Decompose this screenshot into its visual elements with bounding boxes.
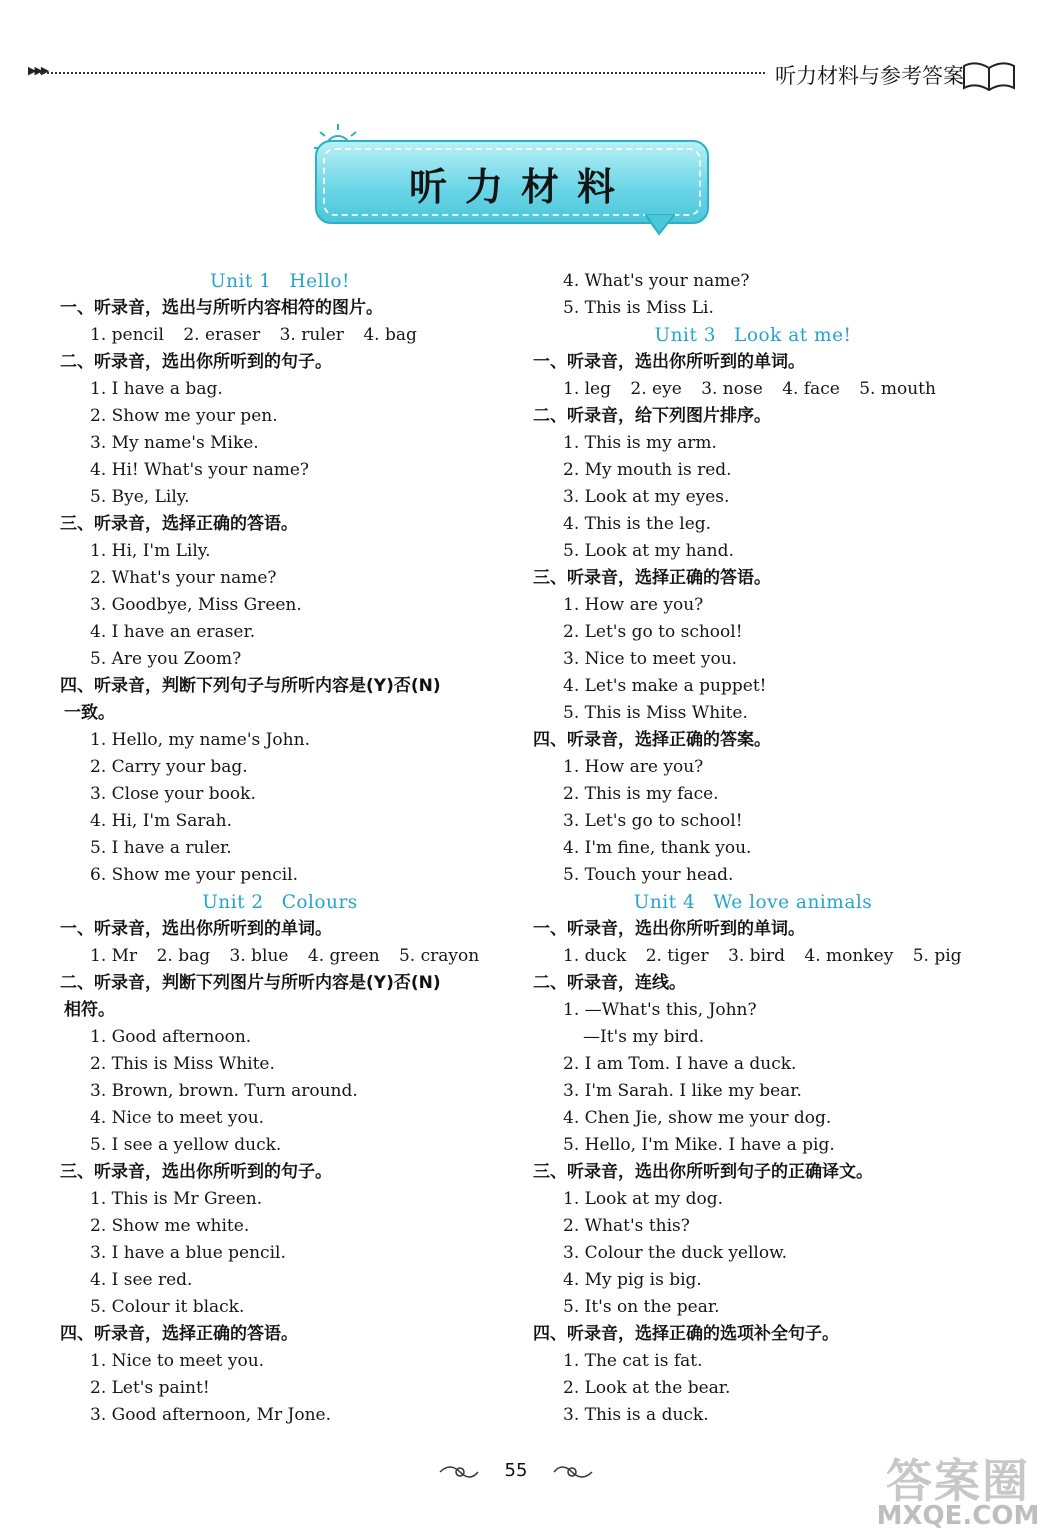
word-item: 3. ruler	[279, 325, 344, 345]
question-heading: 二、听录音，判断下列图片与所听内容是(Y)否(N)	[60, 973, 441, 993]
question-heading: 二、听录音，连线。	[533, 973, 686, 993]
sentence-line: 2. My mouth is red.	[563, 460, 732, 480]
watermark-top-text: 答案圈	[886, 1454, 1030, 1508]
sentence-line: 4. I'm fine, thank you.	[563, 838, 752, 858]
word-item: 2. eye	[630, 379, 682, 399]
sentence-line: 1. —What's this, John?	[563, 1000, 757, 1020]
unit-number: Unit 3	[654, 325, 717, 346]
sentence-line: 5. Are you Zoom?	[90, 649, 242, 669]
sentence-line: 5. It's on the pear.	[563, 1297, 720, 1317]
question-heading-continued: 一致。	[64, 703, 115, 723]
sentence-line: 3. I'm Sarah. I like my bear.	[563, 1081, 802, 1101]
sentence-line: 5. I have a ruler.	[90, 838, 232, 858]
sentence-line: 3. I have a blue pencil.	[90, 1243, 286, 1263]
watermark-logo	[872, 1445, 1044, 1531]
question-heading: 二、听录音，给下列图片排序。	[533, 406, 771, 426]
word-item: 1. leg	[563, 379, 612, 399]
sentence-line: 5. Touch your head.	[563, 865, 734, 885]
word-item: 4. face	[782, 379, 840, 399]
section-title-banner	[315, 140, 709, 224]
sentence-line: 4. Let's make a puppet!	[563, 676, 767, 696]
sentence-line: 1. Good afternoon.	[90, 1027, 252, 1047]
word-item: 1. duck	[563, 946, 627, 966]
watermark-bottom-text: MXQE.COM	[876, 1501, 1040, 1531]
sentence-line: 3. Close your book.	[90, 784, 256, 804]
sentence-line: 3. Nice to meet you.	[563, 649, 738, 669]
header-arrows-icon: ▶▶▶	[28, 64, 48, 77]
question-heading: 一、听录音，选出与所听内容相符的图片。	[60, 298, 383, 318]
sentence-line: 4. Hi, I'm Sarah.	[90, 811, 233, 831]
unit-number: Unit 1	[209, 271, 272, 292]
sentence-line: 1. This is my arm.	[563, 433, 717, 453]
question-heading: 一、听录音，选出你所听到的单词。	[533, 352, 805, 372]
banner-speech-tail	[645, 214, 675, 236]
unit-4-title	[533, 889, 973, 916]
unit-2-title	[60, 889, 500, 916]
unit-name: Hello!	[289, 271, 350, 292]
sentence-line: 3. Goodbye, Miss Green.	[90, 595, 302, 615]
unit-1-title	[60, 268, 500, 295]
word-item: 4. green	[307, 946, 380, 966]
word-item: 5. pig	[912, 946, 962, 966]
footer-ornament-left-icon	[436, 1460, 482, 1484]
sentence-line: 1. Look at my dog.	[563, 1189, 723, 1209]
word-item: 1. Mr	[90, 946, 138, 966]
word-item: 3. blue	[229, 946, 289, 966]
unit-name: We love animals	[713, 892, 873, 913]
word-item: 3. nose	[701, 379, 763, 399]
sentence-line: 4. Hi! What's your name?	[90, 460, 310, 480]
sentence-line: 5. Hello, I'm Mike. I have a pig.	[563, 1135, 835, 1155]
sentence-line: 2. This is Miss White.	[90, 1054, 275, 1074]
word-item: 4. bag	[363, 325, 417, 345]
word-item: 4. monkey	[804, 946, 894, 966]
sentence-line: 1. Hi, I'm Lily.	[90, 541, 211, 561]
word-item: 2. bag	[156, 946, 211, 966]
sentence-line: 6. Show me your pencil.	[90, 865, 299, 885]
sentence-line: 2. Let's go to school!	[563, 622, 743, 642]
sentence-line: 1. How are you?	[563, 595, 704, 615]
word-item: 5. crayon	[398, 946, 480, 966]
sentence-line: 5. Bye, Lily.	[90, 487, 190, 507]
question-heading: 三、听录音，选出你所听到的句子。	[60, 1162, 332, 1182]
sentence-line: 5. Colour it black.	[90, 1297, 245, 1317]
sentence-line: 4. What's your name?	[563, 271, 750, 291]
question-heading: 二、听录音，选出你所听到的句子。	[60, 352, 332, 372]
sentence-line: 2. Look at the bear.	[563, 1378, 731, 1398]
sentence-line: 5. I see a yellow duck.	[90, 1135, 282, 1155]
question-heading: 四、听录音，判断下列句子与所听内容是(Y)否(N)	[60, 676, 441, 696]
sentence-line: 4. My pig is big.	[563, 1270, 702, 1290]
unit-number: Unit 2	[202, 892, 264, 913]
sentence-line: 1. Hello, my name's John.	[90, 730, 310, 750]
sentence-line: 1. This is Mr Green.	[90, 1189, 263, 1209]
footer-ornament-right-icon	[550, 1460, 596, 1484]
sentence-line: 1. The cat is fat.	[563, 1351, 703, 1371]
question-heading: 四、听录音，选择正确的选项补全句子。	[533, 1324, 839, 1344]
word-item: 1. pencil	[90, 325, 164, 345]
sentence-line: 4. I have an eraser.	[90, 622, 256, 642]
word-item: 2. tiger	[645, 946, 709, 966]
question-heading: 一、听录音，选出你所听到的单词。	[533, 919, 805, 939]
sentence-line: 2. What's your name?	[90, 568, 277, 588]
sentence-line: 2. I am Tom. I have a duck.	[563, 1054, 797, 1074]
page-number: 55	[504, 1460, 528, 1481]
sentence-line: 1. I have a bag.	[90, 379, 223, 399]
unit-number: Unit 4	[633, 892, 696, 913]
sentence-line: 4. This is the leg.	[563, 514, 712, 534]
sentence-line: 2. What's this?	[563, 1216, 690, 1236]
right-column	[533, 268, 973, 1429]
banner-title: 听力材料	[408, 165, 633, 209]
sentence-line: 3. My name's Mike.	[90, 433, 259, 453]
unit-name: Look at me!	[734, 325, 852, 346]
question-heading: 三、听录音，选出你所听到句子的正确译文。	[533, 1162, 873, 1182]
sentence-line: 5. This is Miss Li.	[563, 298, 714, 318]
question-heading: 四、听录音，选择正确的答案。	[533, 730, 771, 750]
sentence-line: 5. Look at my hand.	[563, 541, 734, 561]
sentence-line: 3. Brown, brown. Turn around.	[90, 1081, 358, 1101]
word-list	[533, 943, 973, 970]
sentence-line: 1. Nice to meet you.	[90, 1351, 265, 1371]
sentence-line: 4. I see red.	[90, 1270, 193, 1290]
unit-name: Colours	[281, 892, 358, 913]
sentence-line: 3. Let's go to school!	[563, 811, 743, 831]
sentence-line: 3. Colour the duck yellow.	[563, 1243, 788, 1263]
unit-3-title	[533, 322, 973, 349]
sentence-line: 1. How are you?	[563, 757, 704, 777]
word-list	[533, 376, 973, 403]
sentence-line: 3. Look at my eyes.	[563, 487, 730, 507]
sentence-line: 2. Show me your pen.	[90, 406, 278, 426]
sentence-line: 2. Show me white.	[90, 1216, 250, 1236]
word-list	[60, 322, 500, 349]
sentence-line: 5. This is Miss White.	[563, 703, 748, 723]
header-dotted-rule	[40, 72, 765, 74]
question-heading: 一、听录音，选出你所听到的单词。	[60, 919, 332, 939]
open-book-icon	[962, 60, 1016, 92]
question-heading: 三、听录音，选择正确的答语。	[60, 514, 298, 534]
question-heading: 四、听录音，选择正确的答语。	[60, 1324, 298, 1344]
sentence-line: 3. This is a duck.	[563, 1405, 709, 1425]
word-item: 5. mouth	[859, 379, 936, 399]
sentence-line: 4. Chen Jie, show me your dog.	[563, 1108, 832, 1128]
sentence-line: 2. Carry your bag.	[90, 757, 248, 777]
word-item: 3. bird	[728, 946, 786, 966]
sentence-line: 4. Nice to meet you.	[90, 1108, 265, 1128]
sentence-line: 2. Let's paint!	[90, 1378, 210, 1398]
question-heading-continued: 相符。	[64, 1000, 115, 1020]
header-title: 听力材料与参考答案	[775, 64, 964, 88]
sentence-line: 3. Good afternoon, Mr Jone.	[90, 1405, 331, 1425]
word-item: 2. eraser	[183, 325, 261, 345]
word-list	[60, 943, 500, 970]
sentence-line: 2. This is my face.	[563, 784, 719, 804]
sentence-line: —It's my bird.	[583, 1027, 705, 1047]
left-column	[60, 268, 500, 1429]
question-heading: 三、听录音，选择正确的答语。	[533, 568, 771, 588]
